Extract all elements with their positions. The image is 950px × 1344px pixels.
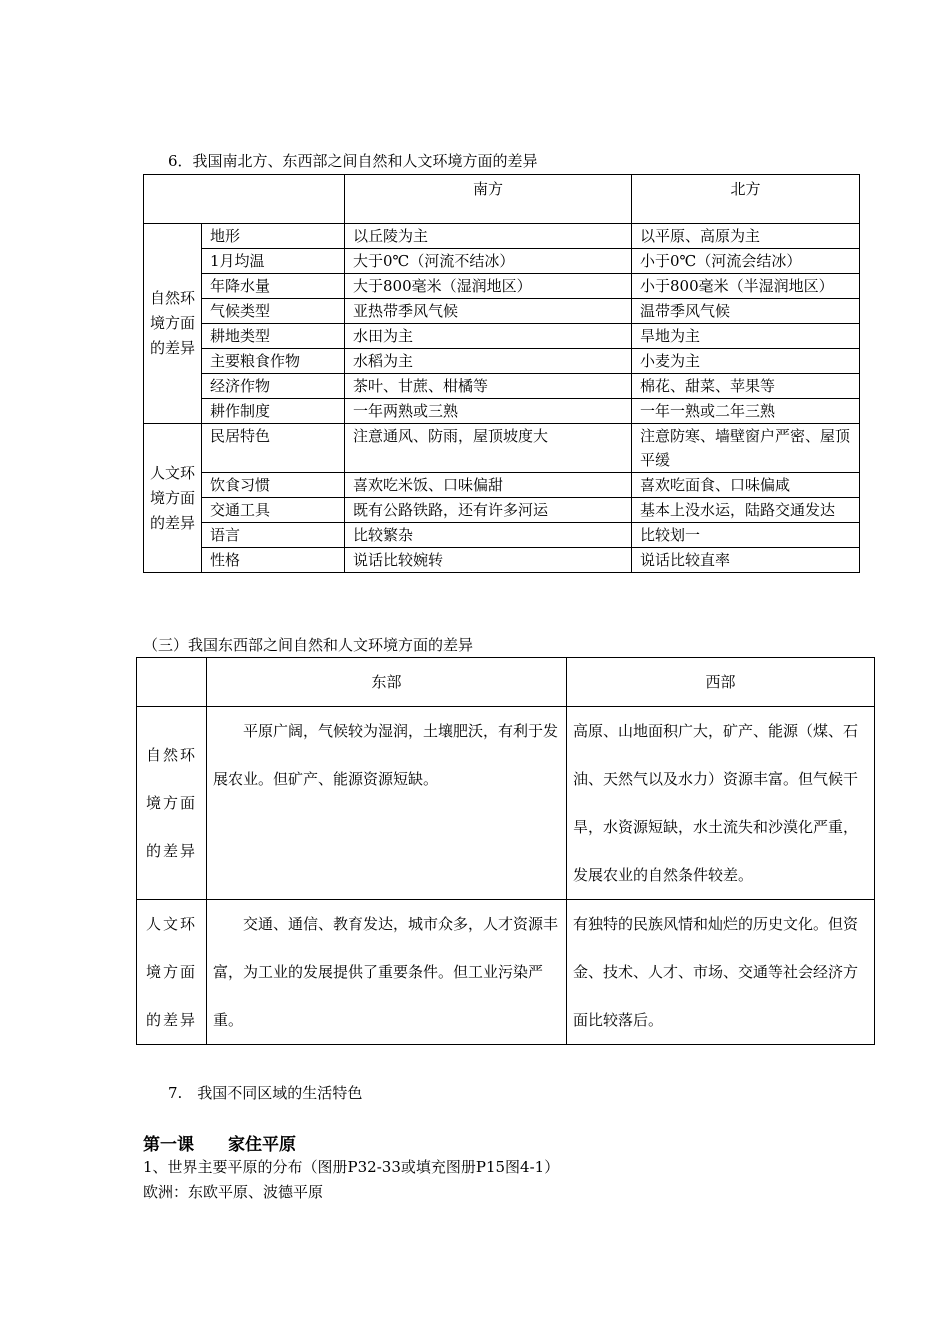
row-north: 基本上没水运，陆路交通发达	[632, 498, 860, 523]
row-north: 小于0℃（河流会结冰）	[632, 249, 860, 274]
row-north: 以平原、高原为主	[632, 224, 860, 249]
row-east: 平原广阔，气候较为湿润，土壤肥沃，有利于发展农业。但矿产、能源资源短缺。	[207, 707, 567, 900]
row-item: 饮食习惯	[202, 473, 345, 498]
table-row	[144, 299, 860, 324]
row-item: 经济作物	[202, 374, 345, 399]
row-item: 民居特色	[202, 424, 345, 473]
table1-header-north: 北方	[632, 175, 860, 224]
table2-corner-cell	[137, 658, 207, 707]
row-south: 一年两熟或三熟	[345, 399, 632, 424]
row-south: 喜欢吃米饭、口味偏甜	[345, 473, 632, 498]
section-7-title: 7. 我国不同区域的生活特色	[168, 1084, 363, 1102]
table2-header-west: 西部	[567, 658, 875, 707]
row-south: 以丘陵为主	[345, 224, 632, 249]
section-6-title: 6．我国南北方、东西部之间自然和人文环境方面的差异	[168, 152, 538, 170]
row-item: 主要粮食作物	[202, 349, 345, 374]
lesson-line-1: 1、世界主要平原的分布（图册P32-33或填充图册P15图4-1）	[143, 1158, 560, 1176]
row-north: 说话比较直率	[632, 548, 860, 573]
row-item: 耕地类型	[202, 324, 345, 349]
row-item: 耕作制度	[202, 399, 345, 424]
table1-corner-cell	[144, 175, 345, 224]
table-row	[144, 473, 860, 498]
table-row	[137, 900, 875, 1045]
table-row	[144, 249, 860, 274]
group-natural-label: 自然环境方面的差异	[144, 224, 202, 424]
table-row	[144, 399, 860, 424]
row-north: 棉花、甜菜、苹果等	[632, 374, 860, 399]
row-item: 交通工具	[202, 498, 345, 523]
row-south: 亚热带季风气候	[345, 299, 632, 324]
row-east: 交通、通信、教育发达，城市众多，人才资源丰富，为工业的发展提供了重要条件。但工业污染严重。	[207, 900, 567, 1045]
table1-header-south: 南方	[345, 175, 632, 224]
row-north: 注意防寒、墙壁窗户严密、屋顶平缓	[632, 424, 860, 473]
group-human-label: 人文环境方面的差异	[144, 424, 202, 573]
table-row	[137, 707, 875, 900]
row-north: 喜欢吃面食、口味偏咸	[632, 473, 860, 498]
row-north: 小于800毫米（半湿润地区）	[632, 274, 860, 299]
north-south-table	[143, 174, 860, 573]
row-south: 比较繁杂	[345, 523, 632, 548]
row-item: 语言	[202, 523, 345, 548]
row-north: 温带季风气候	[632, 299, 860, 324]
table-row	[144, 324, 860, 349]
table-row	[144, 498, 860, 523]
row-north: 旱地为主	[632, 324, 860, 349]
row-south: 注意通风、防雨，屋顶坡度大	[345, 424, 632, 473]
table-row	[144, 349, 860, 374]
row-category: 人文环境方面的差异	[137, 900, 207, 1045]
row-item: 性格	[202, 548, 345, 573]
east-west-table	[136, 657, 875, 1045]
table-row	[144, 424, 860, 473]
lesson-title: 第一课 家住平原	[143, 1135, 296, 1155]
row-item: 气候类型	[202, 299, 345, 324]
lesson-line-2: 欧洲：东欧平原、波德平原	[143, 1183, 324, 1201]
row-item: 年降水量	[202, 274, 345, 299]
table-row	[144, 274, 860, 299]
row-item: 1月均温	[202, 249, 345, 274]
row-south: 既有公路铁路，还有许多河运	[345, 498, 632, 523]
row-south: 说话比较婉转	[345, 548, 632, 573]
row-category: 自然环境方面的差异	[137, 707, 207, 900]
table-row	[144, 374, 860, 399]
table-row	[144, 548, 860, 573]
row-south: 大于800毫米（湿润地区）	[345, 274, 632, 299]
row-north: 一年一熟或二年三熟	[632, 399, 860, 424]
row-west: 高原、山地面积广大，矿产、能源（煤、石油、天然气以及水力）资源丰富。但气候干旱，水资源短缺，水土流失和沙漠化严重，发展农业的自然条件较差。	[567, 707, 875, 900]
table2-header-east: 东部	[207, 658, 567, 707]
section-3-title: （三）我国东西部之间自然和人文环境方面的差异	[143, 636, 474, 654]
table-row	[144, 523, 860, 548]
row-south: 茶叶、甘蔗、柑橘等	[345, 374, 632, 399]
row-south: 水稻为主	[345, 349, 632, 374]
row-south: 水田为主	[345, 324, 632, 349]
row-north: 比较划一	[632, 523, 860, 548]
row-north: 小麦为主	[632, 349, 860, 374]
row-item: 地形	[202, 224, 345, 249]
table-row	[144, 224, 860, 249]
row-west: 有独特的民族风情和灿烂的历史文化。但资金、技术、人才、市场、交通等社会经济方面比较落后。	[567, 900, 875, 1045]
row-south: 大于0℃（河流不结冰）	[345, 249, 632, 274]
